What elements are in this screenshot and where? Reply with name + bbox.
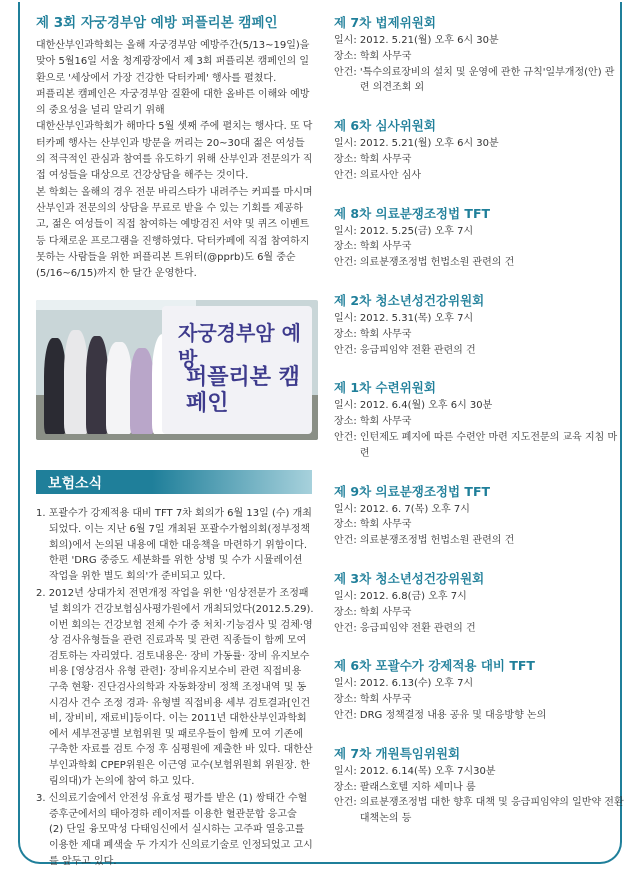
meeting-row-agenda	[334, 795, 624, 827]
row-value: 2012. 5.21(월) 오후 6시 30분	[359, 35, 499, 46]
row-label: 일시:	[334, 312, 360, 324]
meeting-row-date	[334, 136, 624, 152]
insurance-news-item: 1. 포괄수가 강제적용 대비 TFT 7차 회의가 6월 13일 (수) 개최되었다. 이는 지난 6월 7일 개최된 포괄수가협의회(정부정책회의)에서 논의된 내용에 대한 대응책을 마련하기 위함이다. 한편 'DRG 중증도 세분화를 위한 상병 및 수가 시뮬레이션 작업을 위한 별도 회의'가 준비되고 있다.	[36, 508, 312, 582]
meeting-row-date	[334, 224, 624, 240]
meeting-row-place	[334, 517, 624, 533]
meeting-row-agenda	[334, 430, 624, 462]
row-label: 안건:	[334, 797, 360, 809]
row-value: 2012. 6. 7(목) 오후 7시	[359, 503, 470, 515]
row-label: 장소:	[334, 694, 360, 706]
row-value: 2012. 5.21(월) 오후 6시 30분	[359, 138, 499, 150]
row-value: 학회 사무국	[359, 694, 412, 706]
row-value: 학회 사무국	[359, 606, 412, 618]
photo-person	[44, 338, 66, 434]
row-value: '특수의료장비의 설치 및 운영에 관한 규칙'일부개정(안) 관련 의견조회 외	[359, 66, 615, 94]
meeting-block	[334, 483, 624, 549]
row-label: 장소:	[334, 328, 360, 340]
row-value: 2012. 6.8(금) 오후 7시	[359, 590, 467, 602]
row-label: 일시:	[334, 225, 360, 237]
row-value: 의료분쟁조정법 대한 향후 대책 및 응급피임약의 일반약 전환 대책논의 등	[359, 797, 624, 825]
campaign-event-photo	[36, 300, 318, 440]
row-label: 안건:	[334, 169, 360, 181]
meeting-title: 제 8차 의료분쟁조정법 TFT	[334, 205, 491, 221]
meeting-title: 제 7차 개원특임위원회	[334, 745, 461, 761]
row-label: 안건:	[334, 344, 360, 356]
meeting-row-date	[334, 398, 624, 414]
insurance-section-header	[36, 470, 312, 494]
campaign-paragraph: 퍼플리본 캠페인은 자궁경부암 질환에 대한 올바른 이해와 예방의 중요성을 널리 알리기 위해	[36, 88, 310, 117]
meeting-row-agenda	[334, 708, 624, 724]
meeting-title: 제 6차 포괄수가 강제적용 대비 TFT	[334, 658, 535, 674]
meeting-row-date	[334, 502, 624, 518]
meeting-row-agenda	[334, 255, 624, 271]
campaign-article	[36, 38, 314, 282]
row-label: 장소:	[334, 241, 360, 253]
meeting-row-place	[334, 605, 624, 621]
meeting-row-place	[334, 327, 624, 343]
row-value: 2012. 6.14(목) 오후 7시30분	[359, 765, 496, 777]
insurance-news-item: 3. 신의료기술에서 안전성 유효성 평가를 받은 (1) 쌍태간 수혈증후군에서의 태아경하 레이저를 이용한 혈관문합 응고술 (2) 단일 융모막성 다태임신에서 실시하는 고주파 열응고를 이용한 제대 폐색술 두 가지가 신의료기술로 인정되었고 고시를 앞두고 있다.	[36, 793, 313, 867]
row-label: 장소:	[334, 781, 360, 793]
meeting-block	[334, 292, 624, 358]
meeting-row-date	[334, 311, 624, 327]
row-label: 일시:	[334, 503, 360, 515]
insurance-news-item: 2. 2012년 상대가치 전면개정 작업을 위한 '임상전문가 조정패널 회의가 건강보험심사평가원에서 개최되었다(2012.5.29). 이번 회의는 건강보험 전체 수가 중 처치·기능검사 및 검체·영상 검사유형들을 관련 진료과목 및 관련 직종들이 함께 모여 검토하는 자리였다. 검토내용은· 장비 가동률· 장비 유지보수비용 [영상검사 유형 관련]· 장비유지보수비 관련 직접비용 구축 현황· 진단검사의학과 자동화장비 정책 조정내역 및 동시검사 건수 조정 경과· 유형별 직접비용 세부 검토결과[인건비, 장비비, 재료비]등이다. 이는 2011년 대한산부인과학회에서 세부전공별 보험위원 및 패로우들이 함께 모여 기존에 구축한 자료를 검토 수정 후 심평원에 제출한 바 있다. 대한산부인과학회 CPEP위원은 이근영 교수(보험위원회 위원장. 한림의대)가 논의에 참여 하고 있다.	[36, 588, 314, 787]
row-value: 의료분쟁조정법 헌법소원 관련의 건	[359, 535, 515, 547]
row-label: 장소:	[334, 519, 360, 531]
row-value: 의료분쟁조정법 헌법소원 관련의 건	[359, 257, 515, 269]
meeting-block	[334, 379, 624, 461]
photo-person	[64, 330, 88, 434]
photo-person	[86, 336, 108, 434]
row-value: 응급피임약 전환 관련의 건	[359, 344, 476, 356]
row-value: DRG 정책결정 내용 공유 및 대응방향 논의	[359, 709, 547, 721]
left-column	[36, 14, 314, 871]
row-value: 학회 사무국	[359, 241, 412, 253]
right-column-meetings	[334, 14, 624, 848]
row-label: 안건:	[334, 535, 360, 547]
row-label: 장소:	[334, 416, 360, 428]
meeting-title: 제 2차 청소년성건강위원회	[334, 292, 485, 308]
meeting-title: 제 3차 청소년성건강위원회	[334, 570, 485, 586]
row-value: 응급피임약 전환 관련의 건	[359, 622, 476, 634]
campaign-paragraph: 본 학회는 올해의 경우 전문 바리스타가 내려주는 커피를 마시며 산부인과 전문의의 상담을 무료로 받을 수 있는 기회를 제공하고, 젊은 여성들이 직접 참여하는 예방검진 서약 및 퀴즈 이벤트 등 다채로운 프로그램을 진행하였다. 닥터카페에 직접 참여하지 못하는 사람들을 위한 퍼플리본 트위터(@pprb)도 6월 중순(5/16~6/15)까지 한 달간 운영한다.	[36, 186, 313, 280]
row-label: 안건:	[334, 257, 360, 269]
row-label: 일시:	[334, 35, 360, 46]
row-label: 일시:	[334, 678, 360, 690]
meeting-row-place	[334, 152, 624, 168]
campaign-title: 제 3회 자궁경부암 예방 퍼플리본 캠페인	[36, 15, 278, 31]
row-value: 팔래스호텔 지하 세미나 룸	[359, 781, 476, 793]
photo-banner-line: 자궁경부암 예방	[178, 321, 301, 372]
row-value: 학회 사무국	[359, 153, 412, 165]
meeting-block	[334, 570, 624, 636]
meeting-title: 제 1차 수련위원회	[334, 380, 436, 396]
meeting-row-agenda	[334, 343, 624, 359]
meeting-block	[334, 745, 624, 827]
meeting-row-date	[334, 589, 624, 605]
row-value: 학회 사무국	[359, 328, 412, 340]
row-value: 학회 사무국	[359, 416, 412, 428]
row-label: 일시:	[334, 138, 360, 150]
section-header-gradient	[152, 470, 312, 494]
row-value: 인턴제도 폐지에 따른 수련안 마련 지도전문의 교육 지침 마련	[359, 431, 618, 459]
row-label: 장소:	[334, 50, 360, 62]
row-label: 일시:	[334, 590, 360, 602]
meeting-title: 제 7차 법제위원회	[334, 15, 436, 30]
photo-person	[106, 342, 132, 434]
row-value: 2012. 6.13(수) 오후 7시	[359, 678, 474, 690]
insurance-section-title: 보험소식	[48, 476, 103, 493]
meeting-block	[334, 117, 624, 183]
meeting-row-place	[334, 239, 624, 255]
row-label: 안건:	[334, 431, 360, 443]
campaign-paragraph: 대한산부인과학회가 해마다 5월 셋째 주에 펼치는 행사다. 또 닥터카페 행사는 산부인과 방문을 꺼리는 20~30대 젊은 여성들의 적극적인 관심과 참여를 유도하기 위해 산부인과 전문의가 직접 여성들을 대상으로 건강상담을 해주는 것이다.	[36, 121, 313, 182]
meeting-title: 제 9차 의료분쟁조정법 TFT	[334, 483, 491, 499]
insurance-news-list	[36, 506, 314, 869]
row-label: 안건:	[334, 622, 360, 634]
row-value: 2012. 5.31(목) 오후 7시	[359, 312, 474, 324]
row-value: 학회 사무국	[359, 50, 412, 62]
meeting-row-place	[334, 692, 624, 708]
row-value: 2012. 5.25(금) 오후 7시	[359, 225, 474, 237]
row-value: 학회 사무국	[359, 519, 412, 531]
row-label: 장소:	[334, 153, 360, 165]
row-value: 2012. 6.4(월) 오후 6시 30분	[359, 400, 493, 412]
row-value: 의료사안 심사	[359, 169, 422, 181]
meeting-row-agenda	[334, 65, 624, 97]
meeting-block	[334, 205, 624, 271]
row-label: 일시:	[334, 765, 360, 777]
meeting-row-place	[334, 780, 624, 796]
meeting-row-date	[334, 33, 624, 49]
meeting-row-place	[334, 414, 624, 430]
photo-banner-line: 퍼플리본 캠페인	[186, 364, 300, 417]
row-label: 안건:	[334, 709, 360, 721]
meeting-title: 제 6차 심사위원회	[334, 118, 436, 134]
meeting-row-agenda	[334, 621, 624, 637]
meeting-row-place	[334, 49, 624, 65]
photo-campaign-banner	[162, 306, 312, 434]
row-label: 안건:	[334, 66, 360, 78]
meeting-block	[334, 657, 624, 723]
row-label: 장소:	[334, 606, 360, 618]
row-label: 일시:	[334, 400, 360, 412]
meeting-row-agenda	[334, 533, 624, 549]
meeting-row-date	[334, 764, 624, 780]
meeting-row-agenda	[334, 168, 624, 184]
photo-person	[130, 348, 154, 434]
campaign-paragraph: 대한산부인과학회는 올해 자궁경부암 예방주간(5/13~19일)을 맞아 5월16일 서울 청계광장에서 제 3회 퍼플리본 캠페인의 일환으로 '세상에서 가장 건강한 닥터카페' 행사를 펼쳤다.	[36, 40, 310, 84]
meeting-block	[334, 14, 624, 96]
meeting-row-date	[334, 676, 624, 692]
